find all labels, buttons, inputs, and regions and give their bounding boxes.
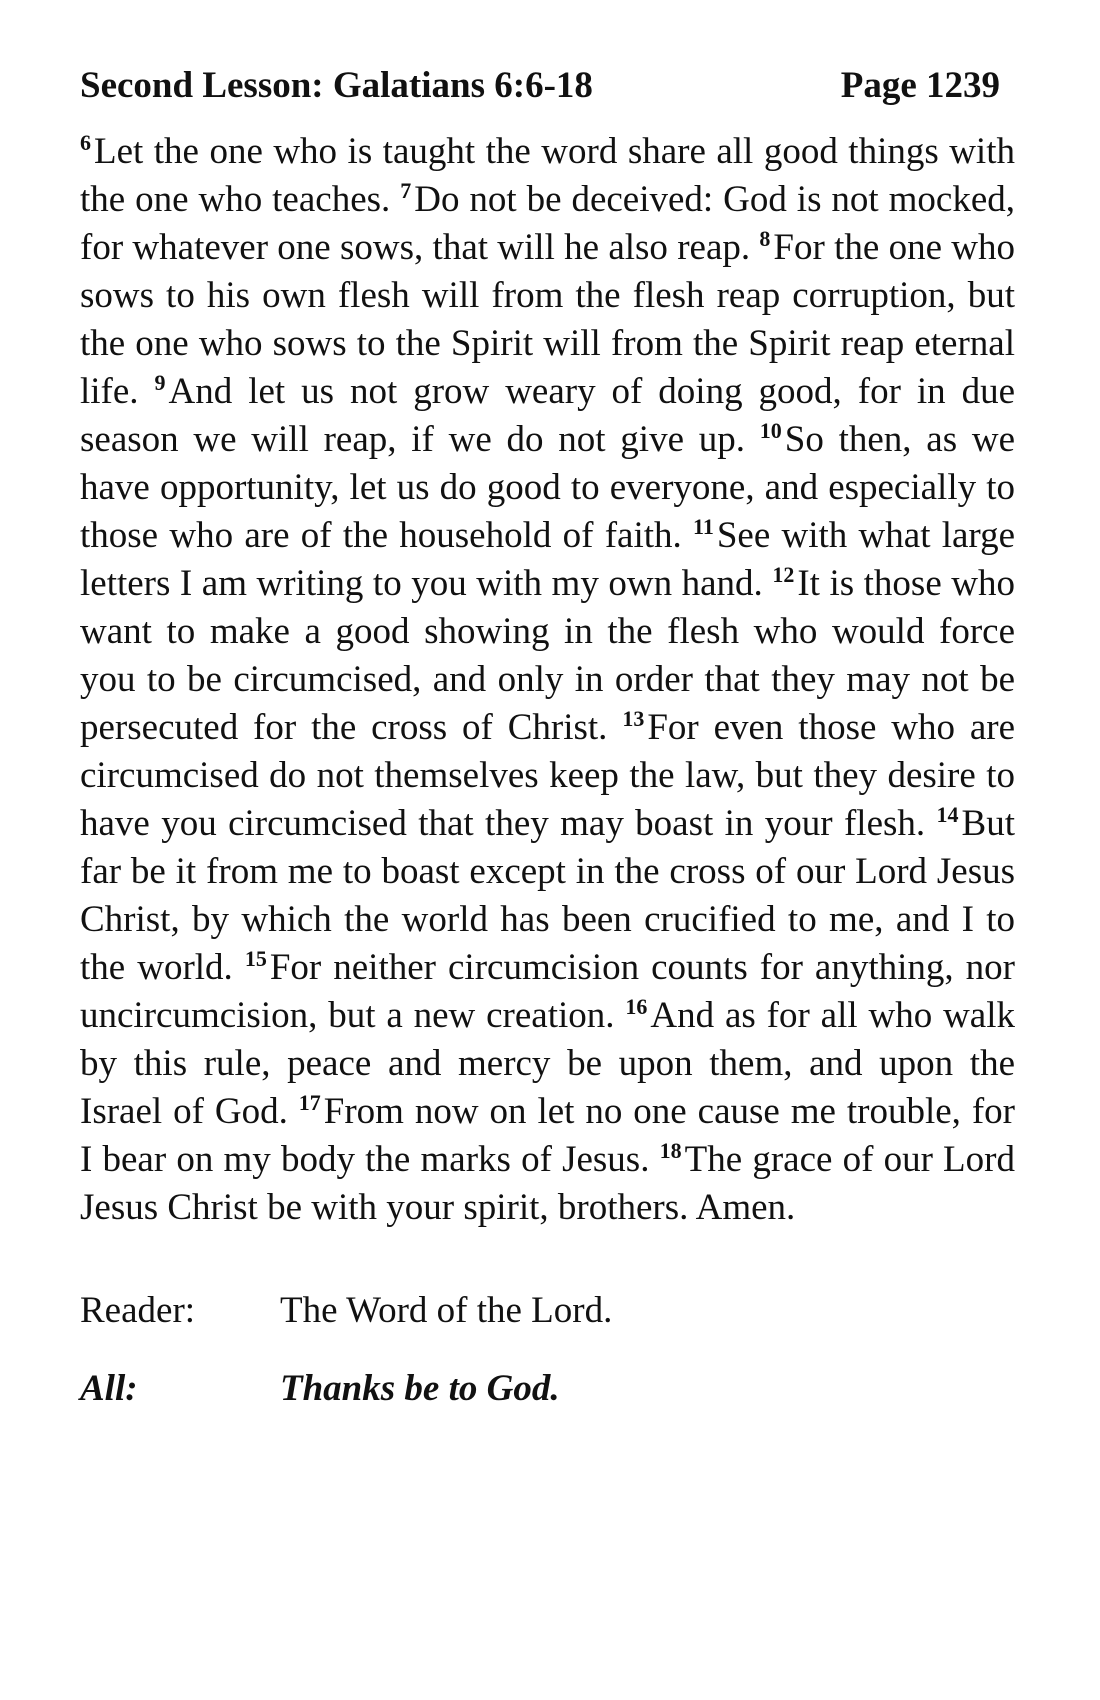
reader-line: The Word of the Lord. [280, 1290, 613, 1331]
verse-text: And as for all who walk by this rule, peace and mercy be upon them, and upon the Israel of God. [80, 995, 1015, 1132]
verse-number: 12 [772, 561, 795, 587]
lesson-title: Second Lesson: Galatians 6:6-18 [80, 65, 593, 106]
bulletin-page [80, 62, 1015, 1443]
verse-number: 11 [693, 513, 714, 539]
congregation-response [80, 1365, 1015, 1413]
verse-text: From now on let no one cause me trouble, for I bear on my body the marks of Jesus. [80, 1091, 1015, 1180]
page-reference: Page 1239 [840, 65, 1000, 106]
verse-text: See with what large letters I am writing to you with my own hand. [80, 515, 1016, 604]
lesson-header [80, 62, 1015, 110]
all-line: Thanks be to God. [280, 1368, 560, 1409]
reader-label: Reader: [80, 1290, 196, 1331]
verse-number: 15 [244, 945, 267, 971]
verse-text: But far be it from me to boast except in the cross of our Lord Jesus Christ, by which the world has been crucified to me, and I to the world. [80, 803, 1016, 988]
verse-text: For neither circumcision counts for anything, nor uncircumcision, but a new creation. [80, 947, 1015, 1036]
verse-number: 13 [622, 705, 645, 731]
verse-number: 18 [659, 1137, 682, 1163]
verse-text: And let us not grow weary of doing good, for in due season we will reap, if we do not give up. [80, 371, 1015, 460]
scripture-reading [80, 128, 1015, 1232]
verse-text: For even those who are circumcised do not themselves keep the law, but they desire to have you circumcised that they may boast in your flesh. [80, 707, 1016, 844]
verse-number: 16 [625, 993, 648, 1019]
verse-number: 17 [298, 1089, 321, 1115]
reader-response [80, 1287, 1015, 1335]
verse-number: 14 [936, 801, 959, 827]
verse-text: So then, as we have opportunity, let us do good to everyone, and especially to those who are of the household of faith. [80, 419, 1015, 556]
verse-number: 8 [759, 225, 771, 251]
verse-text: Do not be deceived: God is not mocked, for whatever one sows, that will he also reap. [80, 179, 1015, 268]
responsive-reading [80, 1287, 1015, 1413]
verse-number: 9 [154, 369, 166, 395]
verse-text: It is those who want to make a good showing in the flesh who would force you to be circumcised, and only in order that they may not be persecuted for the cross of Christ. [80, 563, 1015, 748]
verse-text: The grace of our Lord Jesus Christ be with your spirit, brothers. Amen. [80, 1139, 1015, 1228]
verse-text: For the one who sows to his own flesh will from the flesh reap corruption, but the one who sows to the Spirit will from the Spirit reap eternal life. [80, 227, 1016, 412]
verse-text: Let the one who is taught the word share all good things with the one who teaches. [80, 131, 1015, 220]
all-label: All: [80, 1368, 138, 1409]
verse-number: 10 [759, 417, 782, 443]
verse-number: 7 [400, 177, 412, 203]
verse-number: 6 [80, 129, 91, 155]
